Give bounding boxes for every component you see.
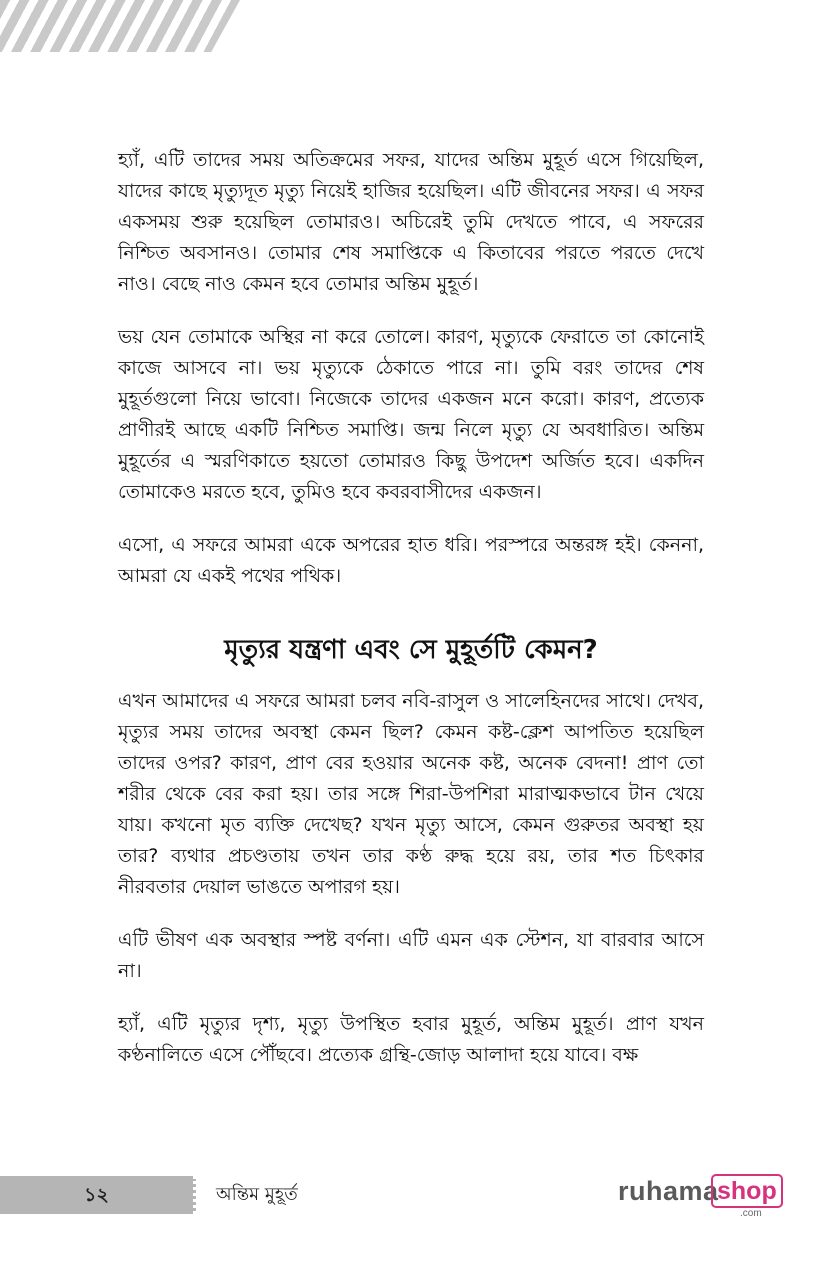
logo-dotcom: .com bbox=[740, 1208, 762, 1219]
page-content bbox=[118, 145, 704, 1093]
logo-text: ruhama bbox=[618, 1176, 719, 1206]
running-title: অন্তিম মুহূর্ত bbox=[216, 1184, 298, 1205]
paragraph: ভয় যেন তোমাকে অস্থির না করে তোলে। কারণ, মৃত্যুকে ফেরাতে তা কোনোই কাজে আসবে না। ভয় মৃত্যুকে ঠেকাতে পারে না। তুমি বরং তাদের শেষ মুহূর্তগুলো নিয়ে ভাবো। নিজেকে তাদের একজন মনে করো। কারণ, প্রত্যেক প্রাণীরই আছে একটি নিশ্চিত সমাপ্তি। জন্ম নিলে মৃত্যু যে অবধারিত। অন্তিম মুহূর্তের এ স্মরণিকাতে হয়তো তোমারও কিছু উপদেশ অর্জিত হবে। একদিন তোমাকেও মরতে হবে, তুমিও হবে কবরবাসীদের একজন। bbox=[118, 326, 704, 503]
decorative-stripes bbox=[0, 0, 240, 52]
logo-shop-box: shop bbox=[711, 1174, 783, 1208]
paragraph: হ্যাঁ, এটি তাদের সময় অতিক্রমের সফর, যাদের অন্তিম মুহূর্ত এসে গিয়েছিল, যাদের কাছে মৃত্যুদূত মৃত্যু নিয়েই হাজির হয়েছিল। এটি জীবনের সফর। এ সফর একসময় শুরু হয়েছিল তোমারও। অচিরেই তুমি দেখতে পাবে, এ সফরের নিশ্চিত অবসানও। তোমার শেষ সমাপ্তিকে এ কিতাবের পরতে পরতে দেখে নাও। বেছে নাও কেমন হবে তোমার অন্তিম মুহূর্ত। bbox=[118, 149, 704, 295]
page-number: ১২ bbox=[84, 1184, 109, 1206]
publisher-logo bbox=[618, 1172, 778, 1220]
paragraph: এখন আমাদের এ সফরে আমরা চলব নবি-রাসুল ও সালেহিনদের সাথে। দেখব, মৃত্যুর সময় তাদের অবস্থা কেমন ছিল? কেমন কষ্ট-ক্লেশ আপতিত হয়েছিল তাদের ওপর? কারণ, প্রাণ বের হওয়ার অনেক কষ্ট, অনেক বেদনা! প্রাণ তো শরীর থেকে বের করা হয়। তার সঙ্গে শিরা-উপশিরা মারাত্মকভাবে টান খেয়ে যায়। কখনো মৃত ব্যক্তি দেখেছ? যখন মৃত্যু আসে, কেমন গুরুতর অবস্থা হয় তার? ব্যথার প্রচণ্ডতায় তখন তার কণ্ঠ রুদ্ধ হয়ে রয়, তার শত চিৎকার নীরবতার দেয়াল ভাঙতে অপারগ হয়। bbox=[118, 690, 704, 898]
section-heading: মৃত্যুর যন্ত্রণা এবং সে মুহূর্তটি কেমন? bbox=[224, 635, 598, 665]
paragraph: এসো, এ সফরে আমরা একে অপরের হাত ধরি। পরস্পরে অন্তরঙ্গ হই। কেননা, আমরা যে একই পথের পথিক। bbox=[118, 534, 704, 587]
paragraph: হ্যাঁ, এটি মৃত্যুর দৃশ্য, মৃত্যু উপস্থিত হবার মুহূর্ত, অন্তিম মুহূর্ত। প্রাণ যখন কণ্ঠনালিতে এসে পৌঁছবে। প্রত্যেক গ্রন্থি-জোড় আলাদা হয়ে যাবে। বক্ষ bbox=[118, 1013, 704, 1066]
paragraph: এটি ভীষণ এক অবস্থার স্পষ্ট বর্ণনা। এটি এমন এক স্টেশন, যা বারবার আসে না। bbox=[118, 929, 704, 982]
